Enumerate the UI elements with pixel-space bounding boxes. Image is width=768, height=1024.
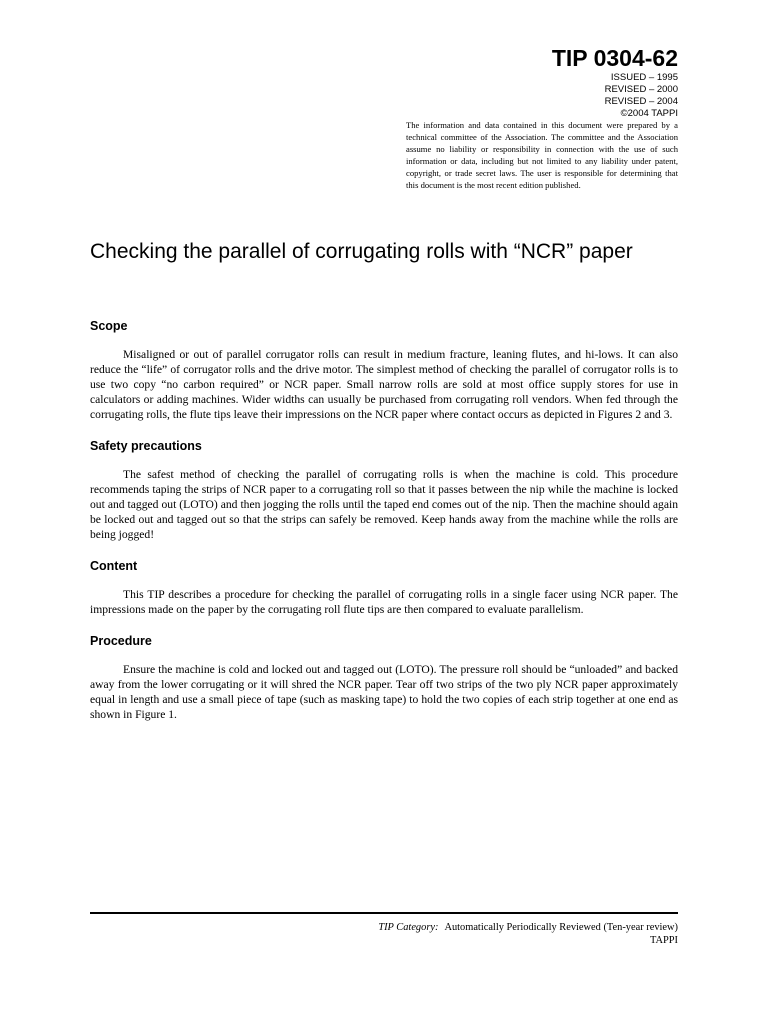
issue-history: [605, 72, 678, 120]
section-paragraph: The safest method of checking the parallel of corrugating rolls is when the machine is cold. This procedure recommends taping the strips of NCR paper to a corrugating roll so that it passes between the nip while the machine is locked out and tagged out (LOTO) and then jogging the rolls until the taped end comes out of the nip. Then the machine should again be locked out and tagged out so that the strips can safely be removed. Keep hands away from the machine while the rolls are being jogged!: [90, 468, 678, 541]
section-heading: Content: [90, 559, 138, 573]
issued-line: ISSUED – 1995: [610, 72, 678, 83]
section-scope: [90, 318, 678, 422]
section-paragraph: Ensure the machine is cold and locked out and tagged out (LOTO). The pressure roll should be “unloaded” and backed away from the lower corrugating or it will shred the NCR paper. Tear off two strips of the two ply NCR paper approximately equal in length and use a small piece of tape (such as masking tape) to hold the two copies of each strip together at one end as shown in Figure 1.: [90, 663, 678, 721]
disclaimer-text: The information and data contained in this document were prepared by a technical committee of the Association. The committee and the Association assume no liability or responsibility in connection with the use of such information or data, including but not limited to any liability under patent, copyright, or trade secret laws. The user is responsible for determining that this document is the most recent edition published.: [406, 120, 678, 190]
document-body: [90, 318, 678, 738]
tip-category-label: TIP Category:: [378, 922, 439, 933]
footer-divider: [90, 912, 678, 914]
section-heading: Safety precautions: [90, 439, 202, 453]
section-heading: Procedure: [90, 634, 152, 648]
copyright-line: ©2004 TAPPI: [620, 108, 678, 119]
footer-publisher: TAPPI: [649, 935, 678, 946]
section-paragraph: Misaligned or out of parallel corrugator rolls can result in medium fracture, leaning flutes, and hi-lows. It can also reduce the “life” of corrugator rolls and the drive motor. The simplest method of checking the parallel of corrugator rolls is to use two copy “no carbon required” or NCR paper. Small narrow rolls are sold at most office supply stores for use in calculators or adding machines. Wider widths can usually be purchased from corrugating roll vendors. When fed through the corrugating rolls, the flute tips leave their impressions on the NCR paper where contact occurs as depicted in Figures 2 and 3.: [90, 348, 678, 421]
tip-category-value: Automatically Periodically Reviewed (Ten-year review): [444, 922, 678, 933]
revised-line: REVISED – 2004: [604, 96, 678, 107]
document-title: Checking the parallel of corrugating rolls with “NCR” paper: [90, 240, 633, 263]
section-content: [90, 558, 678, 617]
section-procedure: [90, 633, 678, 722]
revised-line: REVISED – 2000: [604, 84, 678, 95]
section-heading: Scope: [90, 319, 128, 333]
section-paragraph: This TIP describes a procedure for checking the parallel of corrugating rolls in a single facer using NCR paper. The impressions made on the paper by the corrugating roll flute tips are then compared to evaluate parallelism.: [90, 588, 678, 616]
page-footer: [378, 921, 678, 947]
section-safety-precautions: [90, 438, 678, 542]
tip-category-line: [378, 921, 678, 934]
document-number: TIP 0304-62: [551, 45, 678, 71]
